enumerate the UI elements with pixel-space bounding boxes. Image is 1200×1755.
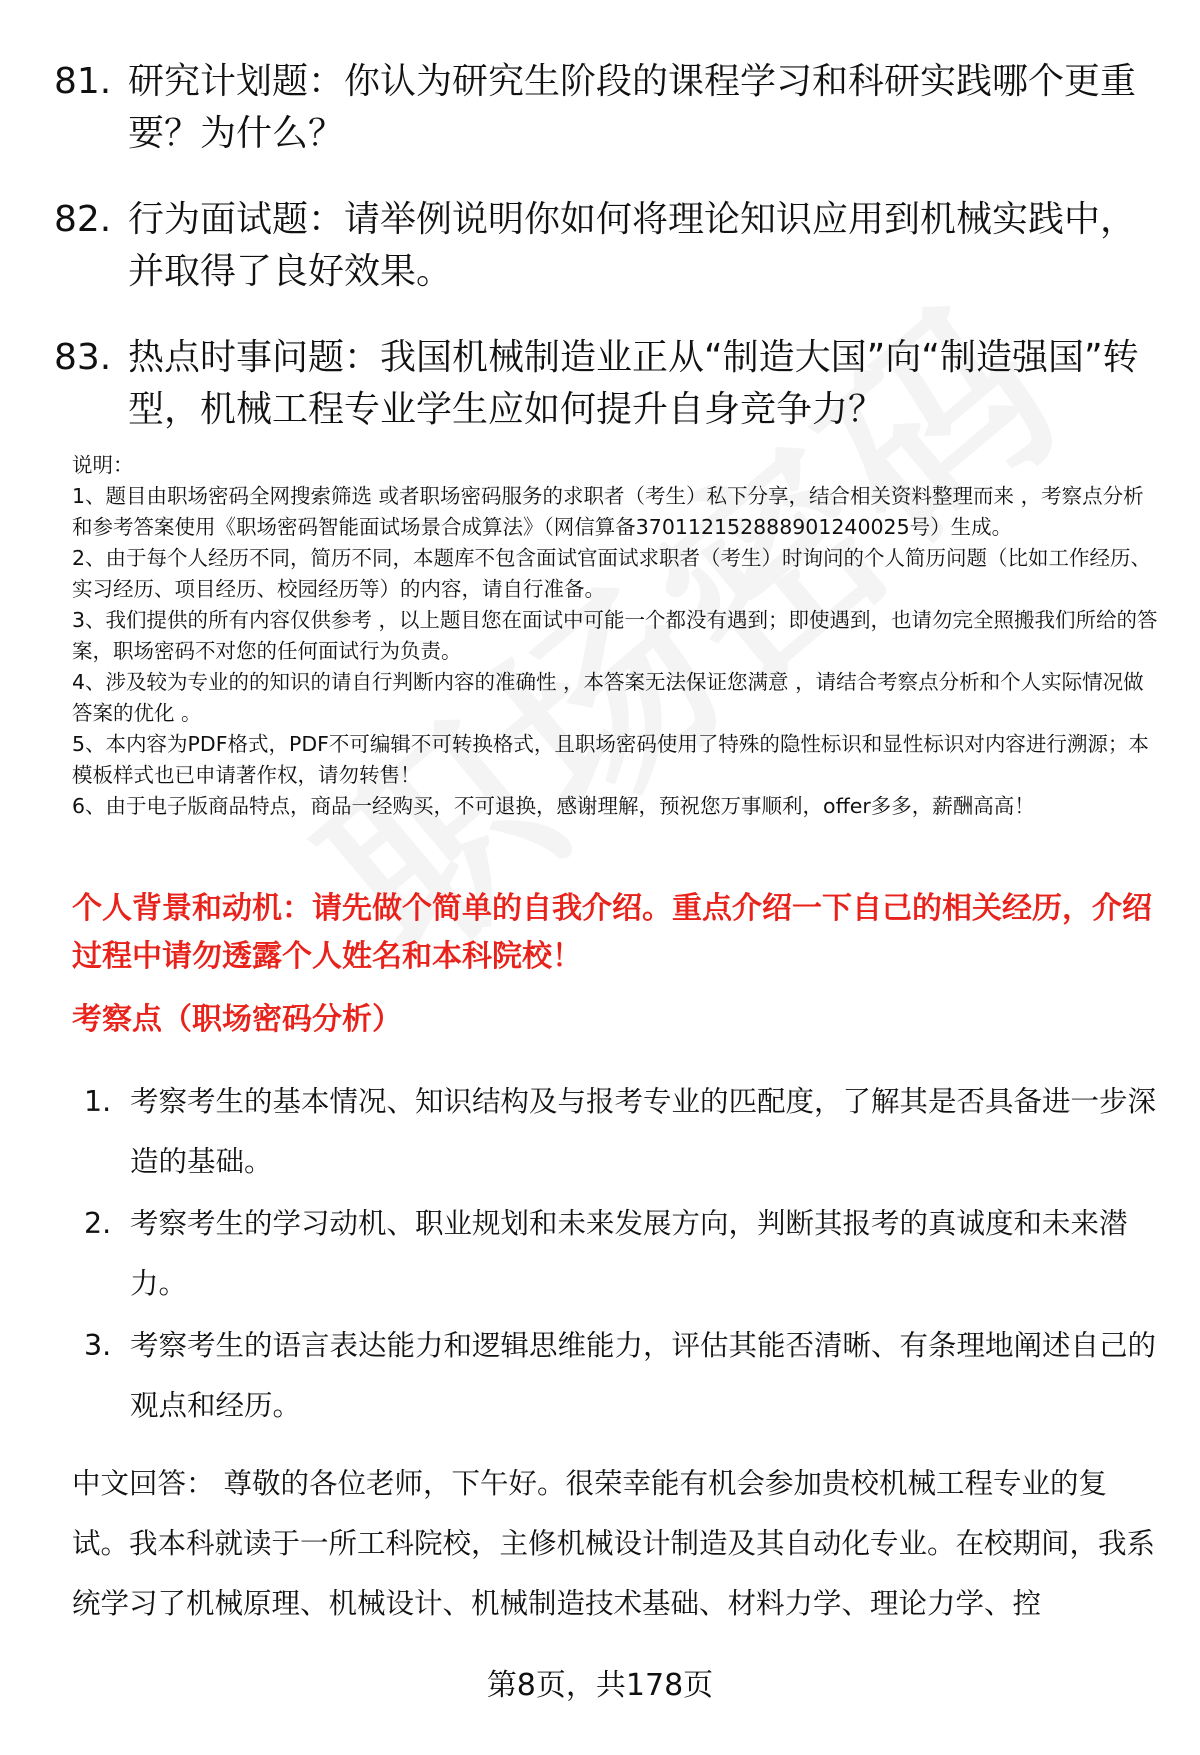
point-text: 考察考生的基本情况、知识结构及与报考专业的匹配度，了解其是否具备进一步深造的基础。 [130, 1085, 1157, 1178]
note-item: 3、我们提供的所有内容仅供参考 ，以上题目您在面试中可能一个都没有遇到；即使遇到，也请勿完全照搬我们所给的答案，职场密码不对您的任何面试行为负责。 [72, 608, 1158, 663]
page-footer: 第8页，共178页 [486, 1668, 714, 1703]
analysis-point [84, 1316, 1164, 1436]
analysis-point [84, 1072, 1164, 1192]
point-number: 1. [84, 1085, 112, 1118]
note-item: 2、由于每个人经历不同，简历不同，本题库不包含面试官面试求职者（考生）时询问的个人简历问题（比如工作经历、实习经历、项目经历、校园经历等）的内容，请自行准备。 [72, 546, 1152, 601]
notes-heading: 说明： [72, 453, 134, 477]
question-number: 83. [54, 337, 112, 378]
question-item [54, 56, 1164, 160]
note-item: 1、题目由职场密码全网搜索筛选 或者职场密码服务的求职者（考生）私下分享，结合相关资料整理而来 ，考察点分析和参考答案使用《职场密码智能面试场景合成算法》（网信算备370112152888901240025号）生成。 [72, 484, 1144, 539]
analysis-title: 考察点（职场密码分析） [72, 1002, 402, 1037]
question-number: 82. [54, 199, 112, 240]
question-item [54, 332, 1164, 436]
question-text: 热点时事问题：我国机械制造业正从“制造大国”向“制造强国”转型，机械工程专业学生应如何提升自身竞争力？ [128, 337, 1139, 430]
point-text: 考察考生的语言表达能力和逻辑思维能力，评估其能否清晰、有条理地阐述自己的观点和经历。 [130, 1329, 1157, 1422]
question-item [54, 194, 1164, 298]
analysis-point [84, 1194, 1164, 1314]
background-question: 个人背景和动机：请先做个简单的自我介绍。重点介绍一下自己的相关经历，介绍过程中请勿透露个人姓名和本科院校！ [72, 891, 1152, 974]
point-text: 考察考生的学习动机、职业规划和未来发展方向，判断其报考的真诚度和未来潜力。 [130, 1207, 1128, 1300]
point-number: 3. [84, 1329, 112, 1362]
question-text: 行为面试题：请举例说明你如何将理论知识应用到机械实践中，并取得了良好效果。 [128, 199, 1137, 292]
answer-text: 中文回答： 尊敬的各位老师，下午好。很荣幸能有机会参加贵校机械工程专业的复试。我本科就读于一所工科院校，主修机械设计制造及其自动化专业。在校期间，我系统学习了机械原理、机械设计、机械制造技术基础、材料力学、理论力学、控 [72, 1467, 1156, 1620]
note-item: 4、涉及较为专业的的知识的请自行判断内容的准确性 ，本答案无法保证您满意 ，请结合考察点分析和个人实际情况做答案的优化 。 [72, 670, 1144, 725]
point-number: 2. [84, 1207, 112, 1240]
note-item: 5、本内容为PDF格式，PDF不可编辑不可转换格式，且职场密码使用了特殊的隐性标识和显性标识对内容进行溯源；本模板样式也已申请著作权，请勿转售！ [72, 732, 1149, 787]
note-item: 6、由于电子版商品特点，商品一经购买，不可退换，感谢理解，预祝您万事顺利，offer多多，薪酬高高！ [72, 794, 1035, 818]
question-text: 研究计划题：你认为研究生阶段的课程学习和科研实践哪个更重要？为什么？ [128, 61, 1137, 154]
analysis-points [84, 1072, 1164, 1438]
question-number: 81. [54, 61, 112, 102]
question-list [54, 56, 1164, 470]
notes-section [72, 450, 1162, 822]
